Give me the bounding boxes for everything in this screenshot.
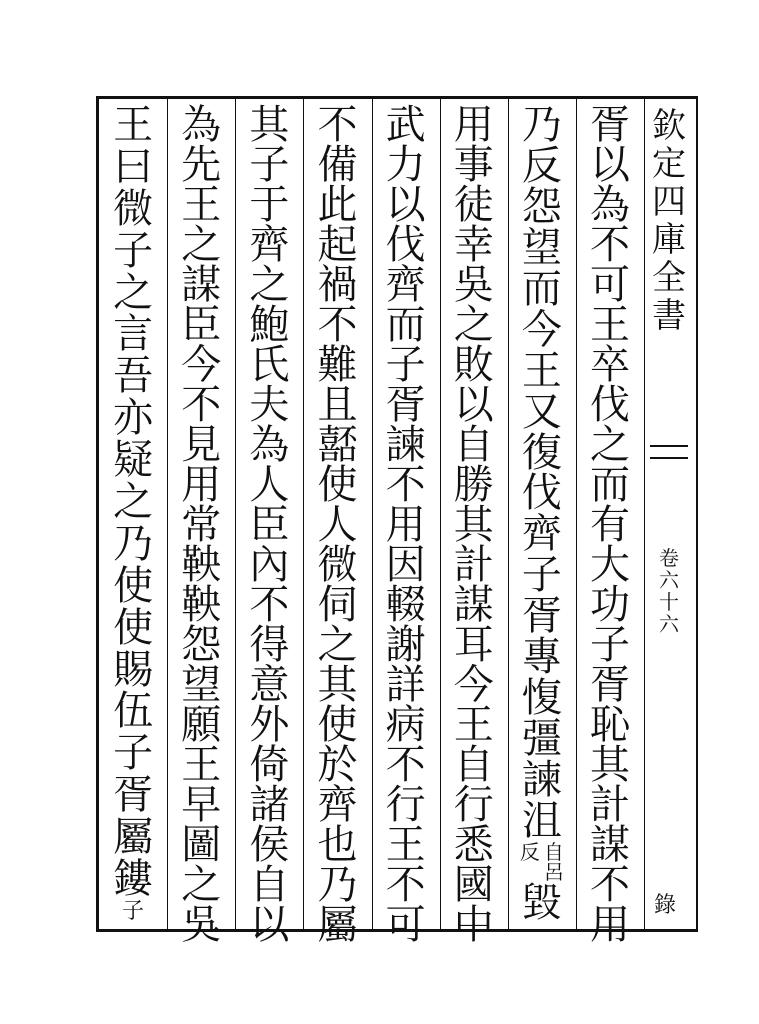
- text-char: 勝: [453, 462, 494, 508]
- text-char: 且: [317, 382, 358, 428]
- text-char: 反: [521, 142, 562, 189]
- text-char: 用: [385, 502, 426, 548]
- text-char: 以: [589, 142, 630, 188]
- text-char: 怨: [521, 183, 562, 230]
- text-char: 臣: [249, 502, 290, 548]
- text-char: 而: [385, 302, 426, 348]
- text-char: 乃: [521, 102, 562, 148]
- text-char: 屬: [113, 814, 154, 861]
- text-char: 事: [453, 142, 494, 188]
- text-char: 乃: [317, 862, 358, 908]
- text-char: 用: [181, 462, 222, 508]
- text-char: 王: [589, 302, 630, 348]
- text-char: 吳: [181, 902, 222, 948]
- text-char: 不: [589, 862, 630, 908]
- text-char: 願: [181, 702, 222, 748]
- text-column: [241, 102, 297, 948]
- text-char: 子: [521, 552, 562, 599]
- text-char: 伐: [385, 222, 426, 268]
- text-char: 武: [385, 102, 426, 148]
- text-char: 今: [453, 662, 494, 708]
- text-char: 得: [249, 622, 290, 668]
- margin-footer: 錄: [654, 893, 677, 918]
- text-char: 為: [181, 102, 222, 148]
- text-char: 常: [181, 502, 222, 548]
- text-char: 鏤: [113, 856, 154, 903]
- text-char: 內: [249, 542, 290, 588]
- margin-rule: [644, 99, 645, 929]
- text-char: 怨: [181, 622, 222, 668]
- text-char: 齊: [249, 222, 290, 268]
- text-char: 先: [181, 142, 222, 188]
- text-char: 謀: [181, 262, 222, 308]
- text-char: 侯: [249, 822, 290, 868]
- text-char: 諸: [249, 782, 290, 828]
- text-char: 于: [249, 182, 290, 228]
- text-char: 伐: [589, 382, 630, 428]
- text-char: 病: [385, 702, 426, 748]
- text-char: 其: [249, 102, 290, 148]
- text-char: 此: [317, 182, 358, 228]
- text-char: 其: [317, 662, 358, 708]
- text-char: 使: [113, 604, 154, 651]
- title-char: 欽: [652, 106, 686, 146]
- text-char: 胥: [521, 593, 562, 640]
- text-char: 子: [385, 342, 426, 388]
- column-rule: [508, 99, 509, 929]
- text-char: 有: [589, 502, 630, 548]
- text-char: 微: [317, 542, 358, 588]
- text-char: 子: [113, 730, 154, 777]
- text-char: 禍: [317, 262, 358, 308]
- text-char: 悉: [453, 822, 494, 868]
- text-char: 而: [521, 265, 562, 312]
- text-char: 也: [317, 822, 358, 868]
- text-column: [514, 102, 570, 926]
- text-char: 計: [453, 542, 494, 588]
- text-char: 國: [453, 862, 494, 908]
- title-char: 書: [652, 296, 686, 336]
- text-char: 自: [453, 742, 494, 788]
- text-char: 謝: [385, 622, 426, 668]
- text-column: [173, 102, 229, 948]
- text-char: 王: [113, 102, 154, 148]
- text-char: 伍: [113, 688, 154, 735]
- text-char: 詳: [385, 662, 426, 708]
- annotation: 自 呂 反: [519, 839, 564, 884]
- text-char: 嚭: [317, 422, 358, 468]
- text-char: 伐: [521, 470, 562, 517]
- text-char: 之: [113, 479, 154, 526]
- text-char: 望: [181, 662, 222, 708]
- text-char: 意: [249, 662, 290, 708]
- text-char: 而: [589, 462, 630, 508]
- title-char: 定: [652, 144, 686, 184]
- text-char: 胥: [589, 102, 630, 148]
- text-char: 徒: [453, 182, 494, 228]
- text-char: 專: [521, 634, 562, 681]
- text-char: 吳: [453, 262, 494, 308]
- column-rule: [372, 99, 373, 929]
- text-char: 愎: [521, 675, 562, 722]
- title-char: 十: [659, 590, 679, 614]
- text-char: 之: [317, 622, 358, 668]
- text-char: 之: [181, 862, 222, 908]
- text-char: 為: [589, 182, 630, 228]
- text-char: 中: [453, 902, 494, 948]
- text-char: 子: [113, 227, 154, 274]
- text-column: [582, 102, 638, 948]
- text-char: 今: [181, 342, 222, 388]
- text-char: 難: [317, 342, 358, 388]
- text-char: 微: [113, 185, 154, 232]
- text-char: 王: [181, 182, 222, 228]
- text-char: 謀: [589, 822, 630, 868]
- text-char: 早: [181, 782, 222, 828]
- text-char: 幸: [453, 222, 494, 268]
- text-char: 王: [521, 347, 562, 394]
- text-char: 輟: [385, 582, 426, 628]
- text-char: 乃: [113, 520, 154, 567]
- text-char: 王: [385, 822, 426, 868]
- text-char: 計: [589, 782, 630, 828]
- text-char: 今: [521, 306, 562, 353]
- text-char: 齊: [385, 262, 426, 308]
- text-char: 不: [317, 302, 358, 348]
- text-char: 亦: [113, 395, 154, 442]
- title-char: 卷: [659, 546, 679, 570]
- text-char: 卒: [589, 342, 630, 388]
- text-char: 夫: [249, 382, 290, 428]
- text-char: 之: [453, 302, 494, 348]
- text-char: 因: [385, 542, 426, 588]
- text-char: 毀: [521, 879, 562, 926]
- text-char: 胥: [113, 772, 154, 819]
- text-char: 之: [589, 422, 630, 468]
- text-char: 自: [249, 862, 290, 908]
- text-char: 以: [249, 902, 290, 948]
- text-char: 望: [521, 224, 562, 271]
- text-char: 氏: [249, 342, 290, 388]
- small-char: 子: [122, 898, 145, 924]
- text-char: 諫: [385, 422, 426, 468]
- text-char: 子: [249, 142, 290, 188]
- column-rule: [303, 99, 304, 929]
- text-char: 可: [589, 262, 630, 308]
- text-char: 人: [249, 462, 290, 508]
- text-char: 敗: [453, 342, 494, 388]
- text-char: 胥: [589, 662, 630, 708]
- text-char: 人: [317, 502, 358, 548]
- text-char: 於: [317, 742, 358, 788]
- text-char: 鮑: [249, 302, 290, 348]
- text-char: 其: [589, 742, 630, 788]
- text-char: 圖: [181, 822, 222, 868]
- text-char: 使: [317, 462, 358, 508]
- text-char: 齊: [521, 511, 562, 558]
- text-char: 不: [317, 102, 358, 148]
- text-char: 曰: [113, 143, 154, 190]
- text-char: 王: [181, 742, 222, 788]
- text-char: 之: [249, 262, 290, 308]
- text-char: 見: [181, 422, 222, 468]
- text-char: 子: [589, 622, 630, 668]
- text-char: 不: [589, 222, 630, 268]
- title-char: 全: [652, 258, 686, 298]
- text-char: 不: [385, 462, 426, 508]
- text-char: 吾: [113, 353, 154, 400]
- text-column: [309, 102, 365, 948]
- text-char: 王: [453, 702, 494, 748]
- text-char: 不: [385, 742, 426, 788]
- text-column: [378, 102, 434, 948]
- text-char: 使: [113, 562, 154, 609]
- text-char: 謀: [453, 582, 494, 628]
- text-char: 可: [385, 902, 426, 948]
- text-char: 言: [113, 311, 154, 358]
- text-char: 使: [317, 702, 358, 748]
- text-char: 用: [453, 102, 494, 148]
- text-char: 以: [385, 182, 426, 228]
- column-rule: [235, 99, 236, 929]
- text-char: 又: [521, 388, 562, 435]
- text-char: 大: [589, 542, 630, 588]
- text-char: 彊: [521, 716, 562, 763]
- text-char: 鞅: [181, 582, 222, 628]
- text-char: 鞅: [181, 542, 222, 588]
- text-char: 之: [181, 222, 222, 268]
- text-char: 力: [385, 142, 426, 188]
- column-rule: [167, 99, 168, 929]
- text-char: 行: [385, 782, 426, 828]
- text-char: 賜: [113, 646, 154, 693]
- text-char: 起: [317, 222, 358, 268]
- title-char: 庫: [652, 220, 686, 260]
- text-char: 用: [589, 902, 630, 948]
- page-frame: [96, 96, 698, 948]
- text-char: 沮: [521, 797, 562, 844]
- text-char: 疑: [113, 437, 154, 484]
- column-rule: [440, 99, 441, 929]
- title-char: 六: [659, 612, 679, 636]
- text-char: 不: [181, 382, 222, 428]
- text-char: 以: [453, 382, 494, 428]
- text-char: 伺: [317, 582, 358, 628]
- column-rule: [576, 99, 577, 929]
- text-column: [105, 102, 161, 924]
- text-char: 外: [249, 702, 290, 748]
- text-char: 之: [113, 269, 154, 316]
- text-char: 備: [317, 142, 358, 188]
- text-char: 自: [453, 422, 494, 468]
- text-char: 行: [453, 782, 494, 828]
- text-char: 齊: [317, 782, 358, 828]
- title-char: 四: [652, 182, 686, 222]
- title-char: 六: [659, 568, 679, 592]
- book-title: [648, 107, 690, 335]
- text-char: 不: [249, 582, 290, 628]
- margin-strip: [644, 99, 696, 929]
- volume-number: [652, 547, 686, 635]
- text-char: 屬: [317, 902, 358, 948]
- text-char: 功: [589, 582, 630, 628]
- text-char: 恥: [589, 702, 630, 748]
- text-char: 為: [249, 422, 290, 468]
- text-char: 其: [453, 502, 494, 548]
- text-char: 臣: [181, 302, 222, 348]
- text-char: 耳: [453, 622, 494, 668]
- text-char: 復: [521, 429, 562, 476]
- fish-tail-mark: [650, 445, 688, 459]
- text-char: 不: [385, 862, 426, 908]
- text-column: [446, 102, 502, 948]
- text-char: 倚: [249, 742, 290, 788]
- text-char: 胥: [385, 382, 426, 428]
- text-char: 諫: [521, 757, 562, 803]
